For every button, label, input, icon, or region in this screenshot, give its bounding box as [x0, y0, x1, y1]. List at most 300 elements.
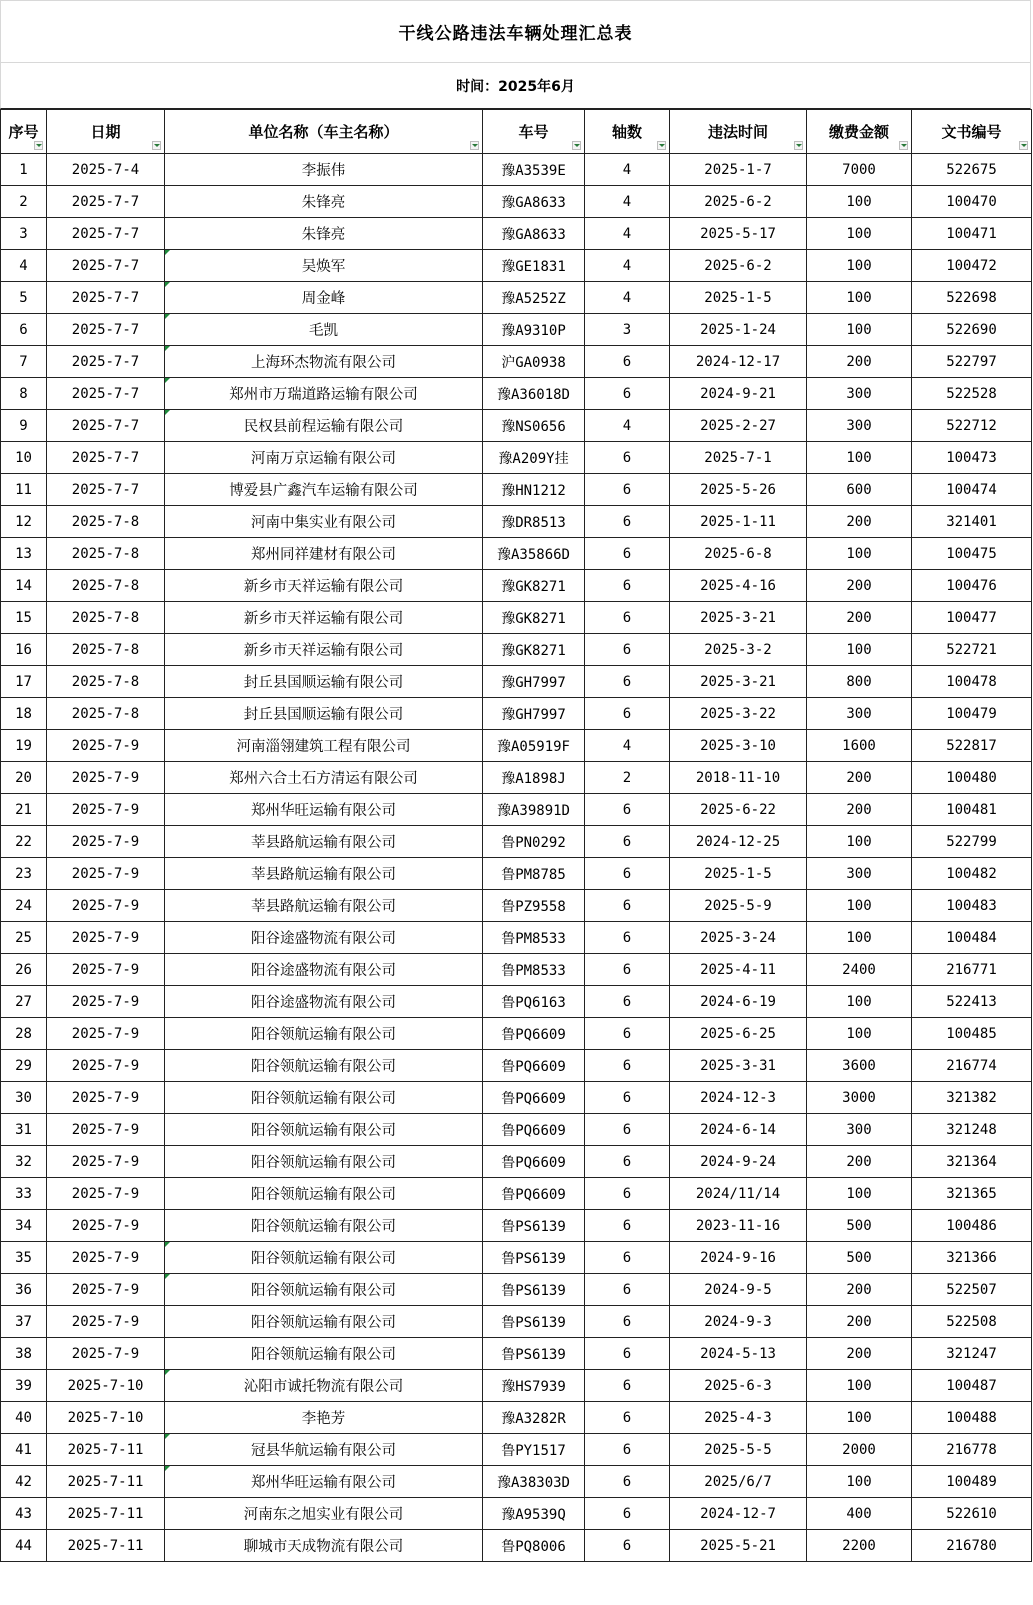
- cell-no[interactable]: 30: [1, 1082, 47, 1114]
- cell-doc-number[interactable]: 522799: [912, 826, 1032, 858]
- cell-no[interactable]: 14: [1, 570, 47, 602]
- cell-doc-number[interactable]: 321247: [912, 1338, 1032, 1370]
- cell-amount[interactable]: 100: [807, 1370, 912, 1402]
- cell-violation-time[interactable]: 2025-2-27: [670, 410, 807, 442]
- cell-axles[interactable]: 6: [585, 922, 670, 954]
- cell-unit[interactable]: 阳谷领航运输有限公司: [165, 1050, 483, 1082]
- cell-no[interactable]: 24: [1, 890, 47, 922]
- cell-plate[interactable]: 鲁PM8533: [483, 922, 585, 954]
- cell-violation-time[interactable]: 2025-5-17: [670, 218, 807, 250]
- cell-no[interactable]: 26: [1, 954, 47, 986]
- cell-axles[interactable]: 6: [585, 1210, 670, 1242]
- cell-axles[interactable]: 6: [585, 1178, 670, 1210]
- cell-unit[interactable]: 封丘县国顺运输有限公司: [165, 666, 483, 698]
- cell-doc-number[interactable]: 522675: [912, 154, 1032, 186]
- cell-date[interactable]: 2025-7-9: [47, 1114, 165, 1146]
- cell-plate[interactable]: 鲁PN0292: [483, 826, 585, 858]
- cell-no[interactable]: 20: [1, 762, 47, 794]
- cell-amount[interactable]: 200: [807, 1146, 912, 1178]
- cell-doc-number[interactable]: 100471: [912, 218, 1032, 250]
- cell-plate[interactable]: 豫DR8513: [483, 506, 585, 538]
- cell-unit[interactable]: 河南万京运输有限公司: [165, 442, 483, 474]
- cell-date[interactable]: 2025-7-7: [47, 218, 165, 250]
- cell-doc-number[interactable]: 216771: [912, 954, 1032, 986]
- cell-axles[interactable]: 6: [585, 794, 670, 826]
- cell-violation-time[interactable]: 2025-4-16: [670, 570, 807, 602]
- cell-date[interactable]: 2025-7-7: [47, 410, 165, 442]
- cell-violation-time[interactable]: 2024-12-3: [670, 1082, 807, 1114]
- cell-amount[interactable]: 800: [807, 666, 912, 698]
- cell-plate[interactable]: 鲁PQ6609: [483, 1018, 585, 1050]
- cell-date[interactable]: 2025-7-8: [47, 538, 165, 570]
- cell-axles[interactable]: 6: [585, 1530, 670, 1562]
- cell-axles[interactable]: 4: [585, 410, 670, 442]
- cell-unit[interactable]: 阳谷领航运输有限公司: [165, 1306, 483, 1338]
- cell-violation-time[interactable]: 2024-9-3: [670, 1306, 807, 1338]
- cell-unit[interactable]: 新乡市天祥运输有限公司: [165, 570, 483, 602]
- cell-plate[interactable]: 豫GA8633: [483, 218, 585, 250]
- cell-violation-time[interactable]: 2025-6-2: [670, 186, 807, 218]
- cell-unit[interactable]: 博爱县广鑫汽车运输有限公司: [165, 474, 483, 506]
- cell-date[interactable]: 2025-7-9: [47, 826, 165, 858]
- cell-violation-time[interactable]: 2025-6-22: [670, 794, 807, 826]
- cell-no[interactable]: 44: [1, 1530, 47, 1562]
- cell-violation-time[interactable]: 2025-1-11: [670, 506, 807, 538]
- cell-date[interactable]: 2025-7-9: [47, 922, 165, 954]
- cell-amount[interactable]: 2000: [807, 1434, 912, 1466]
- cell-axles[interactable]: 6: [585, 1050, 670, 1082]
- cell-violation-time[interactable]: 2018-11-10: [670, 762, 807, 794]
- cell-doc-number[interactable]: 100470: [912, 186, 1032, 218]
- cell-date[interactable]: 2025-7-4: [47, 154, 165, 186]
- cell-no[interactable]: 8: [1, 378, 47, 410]
- cell-plate[interactable]: 鲁PZ9558: [483, 890, 585, 922]
- cell-unit[interactable]: 毛凯: [165, 314, 483, 346]
- cell-amount[interactable]: 500: [807, 1242, 912, 1274]
- cell-unit[interactable]: 莘县路航运输有限公司: [165, 858, 483, 890]
- cell-unit[interactable]: 阳谷领航运输有限公司: [165, 1178, 483, 1210]
- cell-violation-time[interactable]: 2025-3-21: [670, 666, 807, 698]
- cell-date[interactable]: 2025-7-7: [47, 442, 165, 474]
- cell-doc-number[interactable]: 522508: [912, 1306, 1032, 1338]
- cell-date[interactable]: 2025-7-7: [47, 250, 165, 282]
- cell-unit[interactable]: 莘县路航运输有限公司: [165, 890, 483, 922]
- cell-date[interactable]: 2025-7-10: [47, 1370, 165, 1402]
- cell-axles[interactable]: 3: [585, 314, 670, 346]
- cell-unit[interactable]: 新乡市天祥运输有限公司: [165, 634, 483, 666]
- cell-doc-number[interactable]: 321382: [912, 1082, 1032, 1114]
- cell-date[interactable]: 2025-7-11: [47, 1498, 165, 1530]
- cell-amount[interactable]: 200: [807, 346, 912, 378]
- cell-doc-number[interactable]: 100473: [912, 442, 1032, 474]
- cell-unit[interactable]: 阳谷领航运输有限公司: [165, 1274, 483, 1306]
- cell-unit[interactable]: 朱锋亮: [165, 218, 483, 250]
- cell-no[interactable]: 16: [1, 634, 47, 666]
- cell-unit[interactable]: 阳谷领航运输有限公司: [165, 1210, 483, 1242]
- cell-axles[interactable]: 6: [585, 890, 670, 922]
- cell-unit[interactable]: 阳谷领航运输有限公司: [165, 1146, 483, 1178]
- cell-doc-number[interactable]: 100485: [912, 1018, 1032, 1050]
- cell-doc-number[interactable]: 100481: [912, 794, 1032, 826]
- cell-amount[interactable]: 7000: [807, 154, 912, 186]
- cell-date[interactable]: 2025-7-11: [47, 1466, 165, 1498]
- cell-doc-number[interactable]: 216780: [912, 1530, 1032, 1562]
- cell-unit[interactable]: 新乡市天祥运输有限公司: [165, 602, 483, 634]
- cell-doc-number[interactable]: 100479: [912, 698, 1032, 730]
- cell-amount[interactable]: 100: [807, 538, 912, 570]
- cell-amount[interactable]: 100: [807, 1466, 912, 1498]
- cell-amount[interactable]: 100: [807, 250, 912, 282]
- cell-amount[interactable]: 100: [807, 986, 912, 1018]
- cell-doc-number[interactable]: 100478: [912, 666, 1032, 698]
- cell-plate[interactable]: 鲁PQ6609: [483, 1114, 585, 1146]
- cell-doc-number[interactable]: 100476: [912, 570, 1032, 602]
- cell-date[interactable]: 2025-7-9: [47, 1306, 165, 1338]
- cell-axles[interactable]: 4: [585, 730, 670, 762]
- cell-unit[interactable]: 阳谷领航运输有限公司: [165, 1338, 483, 1370]
- cell-axles[interactable]: 6: [585, 1338, 670, 1370]
- cell-violation-time[interactable]: 2024-6-14: [670, 1114, 807, 1146]
- cell-amount[interactable]: 100: [807, 890, 912, 922]
- cell-doc-number[interactable]: 522712: [912, 410, 1032, 442]
- cell-no[interactable]: 9: [1, 410, 47, 442]
- filter-dropdown-icon[interactable]: [572, 141, 581, 150]
- cell-no[interactable]: 36: [1, 1274, 47, 1306]
- cell-amount[interactable]: 100: [807, 218, 912, 250]
- cell-date[interactable]: 2025-7-11: [47, 1434, 165, 1466]
- cell-plate[interactable]: 豫A39891D: [483, 794, 585, 826]
- cell-no[interactable]: 29: [1, 1050, 47, 1082]
- cell-violation-time[interactable]: 2025-5-5: [670, 1434, 807, 1466]
- cell-date[interactable]: 2025-7-9: [47, 1274, 165, 1306]
- cell-date[interactable]: 2025-7-11: [47, 1530, 165, 1562]
- cell-violation-time[interactable]: 2025-3-21: [670, 602, 807, 634]
- cell-date[interactable]: 2025-7-8: [47, 506, 165, 538]
- cell-violation-time[interactable]: 2025-3-2: [670, 634, 807, 666]
- filter-dropdown-icon[interactable]: [794, 141, 803, 150]
- cell-date[interactable]: 2025-7-9: [47, 858, 165, 890]
- cell-axles[interactable]: 6: [585, 1370, 670, 1402]
- cell-no[interactable]: 5: [1, 282, 47, 314]
- cell-no[interactable]: 40: [1, 1402, 47, 1434]
- cell-amount[interactable]: 400: [807, 1498, 912, 1530]
- cell-no[interactable]: 32: [1, 1146, 47, 1178]
- cell-no[interactable]: 41: [1, 1434, 47, 1466]
- cell-axles[interactable]: 4: [585, 250, 670, 282]
- cell-amount[interactable]: 300: [807, 1114, 912, 1146]
- cell-violation-time[interactable]: 2024-6-19: [670, 986, 807, 1018]
- cell-unit[interactable]: 阳谷途盛物流有限公司: [165, 954, 483, 986]
- cell-plate[interactable]: 鲁PS6139: [483, 1242, 585, 1274]
- cell-amount[interactable]: 3600: [807, 1050, 912, 1082]
- cell-violation-time[interactable]: 2025-1-24: [670, 314, 807, 346]
- cell-unit[interactable]: 阳谷领航运输有限公司: [165, 1018, 483, 1050]
- cell-no[interactable]: 17: [1, 666, 47, 698]
- cell-plate[interactable]: 鲁PQ6609: [483, 1146, 585, 1178]
- cell-axles[interactable]: 6: [585, 954, 670, 986]
- cell-violation-time[interactable]: 2025-1-5: [670, 282, 807, 314]
- cell-plate[interactable]: 豫A36018D: [483, 378, 585, 410]
- cell-no[interactable]: 43: [1, 1498, 47, 1530]
- cell-plate[interactable]: 豫A3282R: [483, 1402, 585, 1434]
- cell-no[interactable]: 33: [1, 1178, 47, 1210]
- cell-doc-number[interactable]: 522721: [912, 634, 1032, 666]
- cell-amount[interactable]: 100: [807, 826, 912, 858]
- cell-no[interactable]: 18: [1, 698, 47, 730]
- cell-violation-time[interactable]: 2023-11-16: [670, 1210, 807, 1242]
- cell-doc-number[interactable]: 321401: [912, 506, 1032, 538]
- cell-violation-time[interactable]: 2025-3-24: [670, 922, 807, 954]
- cell-date[interactable]: 2025-7-7: [47, 474, 165, 506]
- cell-doc-number[interactable]: 522413: [912, 986, 1032, 1018]
- cell-unit[interactable]: 河南东之旭实业有限公司: [165, 1498, 483, 1530]
- cell-amount[interactable]: 300: [807, 698, 912, 730]
- cell-no[interactable]: 13: [1, 538, 47, 570]
- cell-no[interactable]: 22: [1, 826, 47, 858]
- cell-date[interactable]: 2025-7-9: [47, 890, 165, 922]
- cell-unit[interactable]: 郑州华旺运输有限公司: [165, 1466, 483, 1498]
- cell-plate[interactable]: 鲁PQ6609: [483, 1082, 585, 1114]
- cell-amount[interactable]: 500: [807, 1210, 912, 1242]
- cell-amount[interactable]: 200: [807, 762, 912, 794]
- cell-no[interactable]: 10: [1, 442, 47, 474]
- filter-dropdown-icon[interactable]: [1019, 141, 1028, 150]
- cell-amount[interactable]: 600: [807, 474, 912, 506]
- cell-violation-time[interactable]: 2024-9-5: [670, 1274, 807, 1306]
- cell-doc-number[interactable]: 522817: [912, 730, 1032, 762]
- cell-date[interactable]: 2025-7-9: [47, 1178, 165, 1210]
- cell-amount[interactable]: 2400: [807, 954, 912, 986]
- cell-unit[interactable]: 吴焕军: [165, 250, 483, 282]
- cell-no[interactable]: 38: [1, 1338, 47, 1370]
- cell-violation-time[interactable]: 2025-1-5: [670, 858, 807, 890]
- cell-doc-number[interactable]: 522797: [912, 346, 1032, 378]
- cell-unit[interactable]: 阳谷途盛物流有限公司: [165, 986, 483, 1018]
- cell-unit[interactable]: 河南中集实业有限公司: [165, 506, 483, 538]
- cell-doc-number[interactable]: 522528: [912, 378, 1032, 410]
- cell-plate[interactable]: 豫A209Y挂: [483, 442, 585, 474]
- cell-amount[interactable]: 3000: [807, 1082, 912, 1114]
- cell-doc-number[interactable]: 321366: [912, 1242, 1032, 1274]
- cell-axles[interactable]: 6: [585, 858, 670, 890]
- cell-doc-number[interactable]: 522690: [912, 314, 1032, 346]
- cell-date[interactable]: 2025-7-9: [47, 1210, 165, 1242]
- cell-axles[interactable]: 6: [585, 1402, 670, 1434]
- cell-violation-time[interactable]: 2024-9-21: [670, 378, 807, 410]
- cell-unit[interactable]: 郑州市万瑞道路运输有限公司: [165, 378, 483, 410]
- cell-amount[interactable]: 100: [807, 1178, 912, 1210]
- cell-axles[interactable]: 4: [585, 282, 670, 314]
- cell-violation-time[interactable]: 2024/11/14: [670, 1178, 807, 1210]
- cell-plate[interactable]: 鲁PS6139: [483, 1306, 585, 1338]
- cell-plate[interactable]: 豫A3539E: [483, 154, 585, 186]
- cell-axles[interactable]: 6: [585, 666, 670, 698]
- cell-date[interactable]: 2025-7-8: [47, 634, 165, 666]
- cell-axles[interactable]: 6: [585, 538, 670, 570]
- cell-unit[interactable]: 民权县前程运输有限公司: [165, 410, 483, 442]
- cell-violation-time[interactable]: 2025-3-10: [670, 730, 807, 762]
- cell-amount[interactable]: 300: [807, 858, 912, 890]
- cell-unit[interactable]: 阳谷领航运输有限公司: [165, 1242, 483, 1274]
- cell-violation-time[interactable]: 2025-5-26: [670, 474, 807, 506]
- cell-doc-number[interactable]: 100482: [912, 858, 1032, 890]
- cell-no[interactable]: 1: [1, 154, 47, 186]
- cell-violation-time[interactable]: 2025-4-3: [670, 1402, 807, 1434]
- cell-violation-time[interactable]: 2025-6-25: [670, 1018, 807, 1050]
- cell-unit[interactable]: 上海环杰物流有限公司: [165, 346, 483, 378]
- cell-unit[interactable]: 莘县路航运输有限公司: [165, 826, 483, 858]
- cell-axles[interactable]: 4: [585, 218, 670, 250]
- cell-axles[interactable]: 6: [585, 506, 670, 538]
- cell-axles[interactable]: 6: [585, 1274, 670, 1306]
- cell-violation-time[interactable]: 2024-9-16: [670, 1242, 807, 1274]
- cell-violation-time[interactable]: 2025-5-21: [670, 1530, 807, 1562]
- cell-violation-time[interactable]: 2025-1-7: [670, 154, 807, 186]
- cell-axles[interactable]: 6: [585, 1082, 670, 1114]
- cell-amount[interactable]: 200: [807, 1274, 912, 1306]
- cell-unit[interactable]: 周金峰: [165, 282, 483, 314]
- cell-violation-time[interactable]: 2025-6-3: [670, 1370, 807, 1402]
- cell-axles[interactable]: 6: [585, 826, 670, 858]
- cell-unit[interactable]: 聊城市天成物流有限公司: [165, 1530, 483, 1562]
- cell-doc-number[interactable]: 321364: [912, 1146, 1032, 1178]
- cell-no[interactable]: 23: [1, 858, 47, 890]
- cell-plate[interactable]: 豫GK8271: [483, 570, 585, 602]
- cell-doc-number[interactable]: 321248: [912, 1114, 1032, 1146]
- cell-axles[interactable]: 6: [585, 1498, 670, 1530]
- cell-plate[interactable]: 鲁PQ6163: [483, 986, 585, 1018]
- cell-unit[interactable]: 封丘县国顺运输有限公司: [165, 698, 483, 730]
- cell-doc-number[interactable]: 100472: [912, 250, 1032, 282]
- cell-no[interactable]: 37: [1, 1306, 47, 1338]
- cell-no[interactable]: 2: [1, 186, 47, 218]
- cell-no[interactable]: 39: [1, 1370, 47, 1402]
- cell-plate[interactable]: 豫GH7997: [483, 666, 585, 698]
- cell-amount[interactable]: 100: [807, 1402, 912, 1434]
- cell-plate[interactable]: 豫GE1831: [483, 250, 585, 282]
- cell-axles[interactable]: 6: [585, 570, 670, 602]
- cell-no[interactable]: 11: [1, 474, 47, 506]
- cell-plate[interactable]: 鲁PS6139: [483, 1210, 585, 1242]
- cell-no[interactable]: 25: [1, 922, 47, 954]
- cell-no[interactable]: 31: [1, 1114, 47, 1146]
- cell-axles[interactable]: 4: [585, 154, 670, 186]
- cell-doc-number[interactable]: 321365: [912, 1178, 1032, 1210]
- cell-doc-number[interactable]: 100486: [912, 1210, 1032, 1242]
- cell-violation-time[interactable]: 2024-12-7: [670, 1498, 807, 1530]
- cell-date[interactable]: 2025-7-9: [47, 730, 165, 762]
- cell-no[interactable]: 42: [1, 1466, 47, 1498]
- cell-unit[interactable]: 郑州华旺运输有限公司: [165, 794, 483, 826]
- cell-no[interactable]: 4: [1, 250, 47, 282]
- cell-date[interactable]: 2025-7-7: [47, 314, 165, 346]
- cell-violation-time[interactable]: 2025-3-31: [670, 1050, 807, 1082]
- cell-violation-time[interactable]: 2025/6/7: [670, 1466, 807, 1498]
- cell-axles[interactable]: 6: [585, 698, 670, 730]
- cell-plate[interactable]: 豫A9310P: [483, 314, 585, 346]
- cell-axles[interactable]: 6: [585, 1434, 670, 1466]
- cell-plate[interactable]: 豫A5252Z: [483, 282, 585, 314]
- cell-plate[interactable]: 豫GH7997: [483, 698, 585, 730]
- cell-plate[interactable]: 鲁PS6139: [483, 1338, 585, 1370]
- cell-axles[interactable]: 6: [585, 986, 670, 1018]
- cell-date[interactable]: 2025-7-9: [47, 1018, 165, 1050]
- cell-axles[interactable]: 6: [585, 442, 670, 474]
- cell-amount[interactable]: 100: [807, 1018, 912, 1050]
- cell-date[interactable]: 2025-7-7: [47, 346, 165, 378]
- cell-date[interactable]: 2025-7-9: [47, 1338, 165, 1370]
- cell-violation-time[interactable]: 2025-3-22: [670, 698, 807, 730]
- cell-no[interactable]: 6: [1, 314, 47, 346]
- cell-date[interactable]: 2025-7-7: [47, 282, 165, 314]
- cell-doc-number[interactable]: 100487: [912, 1370, 1032, 1402]
- cell-no[interactable]: 3: [1, 218, 47, 250]
- cell-doc-number[interactable]: 100489: [912, 1466, 1032, 1498]
- cell-plate[interactable]: 鲁PQ6609: [483, 1050, 585, 1082]
- cell-doc-number[interactable]: 100477: [912, 602, 1032, 634]
- cell-no[interactable]: 15: [1, 602, 47, 634]
- cell-unit[interactable]: 冠县华航运输有限公司: [165, 1434, 483, 1466]
- filter-dropdown-icon[interactable]: [657, 141, 666, 150]
- cell-amount[interactable]: 100: [807, 634, 912, 666]
- cell-plate[interactable]: 豫A1898J: [483, 762, 585, 794]
- cell-date[interactable]: 2025-7-9: [47, 1146, 165, 1178]
- cell-date[interactable]: 2025-7-7: [47, 186, 165, 218]
- filter-dropdown-icon[interactable]: [899, 141, 908, 150]
- cell-axles[interactable]: 6: [585, 1146, 670, 1178]
- cell-plate[interactable]: 豫A05919F: [483, 730, 585, 762]
- cell-unit[interactable]: 郑州同祥建材有限公司: [165, 538, 483, 570]
- cell-amount[interactable]: 200: [807, 794, 912, 826]
- cell-no[interactable]: 19: [1, 730, 47, 762]
- cell-doc-number[interactable]: 522610: [912, 1498, 1032, 1530]
- cell-doc-number[interactable]: 100480: [912, 762, 1032, 794]
- cell-axles[interactable]: 6: [585, 474, 670, 506]
- cell-axles[interactable]: 6: [585, 1466, 670, 1498]
- cell-no[interactable]: 35: [1, 1242, 47, 1274]
- cell-doc-number[interactable]: 216778: [912, 1434, 1032, 1466]
- cell-no[interactable]: 7: [1, 346, 47, 378]
- cell-date[interactable]: 2025-7-9: [47, 1050, 165, 1082]
- cell-date[interactable]: 2025-7-9: [47, 986, 165, 1018]
- cell-amount[interactable]: 1600: [807, 730, 912, 762]
- cell-axles[interactable]: 4: [585, 186, 670, 218]
- cell-axles[interactable]: 6: [585, 378, 670, 410]
- cell-unit[interactable]: 阳谷途盛物流有限公司: [165, 922, 483, 954]
- cell-plate[interactable]: 豫A38303D: [483, 1466, 585, 1498]
- cell-date[interactable]: 2025-7-8: [47, 602, 165, 634]
- cell-violation-time[interactable]: 2025-6-2: [670, 250, 807, 282]
- cell-date[interactable]: 2025-7-8: [47, 666, 165, 698]
- cell-amount[interactable]: 200: [807, 602, 912, 634]
- cell-violation-time[interactable]: 2025-5-9: [670, 890, 807, 922]
- cell-plate[interactable]: 豫HN1212: [483, 474, 585, 506]
- cell-plate[interactable]: 豫HS7939: [483, 1370, 585, 1402]
- cell-amount[interactable]: 100: [807, 314, 912, 346]
- cell-date[interactable]: 2025-7-9: [47, 954, 165, 986]
- cell-doc-number[interactable]: 100484: [912, 922, 1032, 954]
- cell-amount[interactable]: 200: [807, 1338, 912, 1370]
- cell-axles[interactable]: 6: [585, 602, 670, 634]
- cell-doc-number[interactable]: 522698: [912, 282, 1032, 314]
- cell-amount[interactable]: 300: [807, 410, 912, 442]
- cell-doc-number[interactable]: 100475: [912, 538, 1032, 570]
- cell-date[interactable]: 2025-7-9: [47, 1242, 165, 1274]
- cell-amount[interactable]: 100: [807, 186, 912, 218]
- cell-violation-time[interactable]: 2024-5-13: [670, 1338, 807, 1370]
- cell-violation-time[interactable]: 2025-4-11: [670, 954, 807, 986]
- cell-doc-number[interactable]: 100488: [912, 1402, 1032, 1434]
